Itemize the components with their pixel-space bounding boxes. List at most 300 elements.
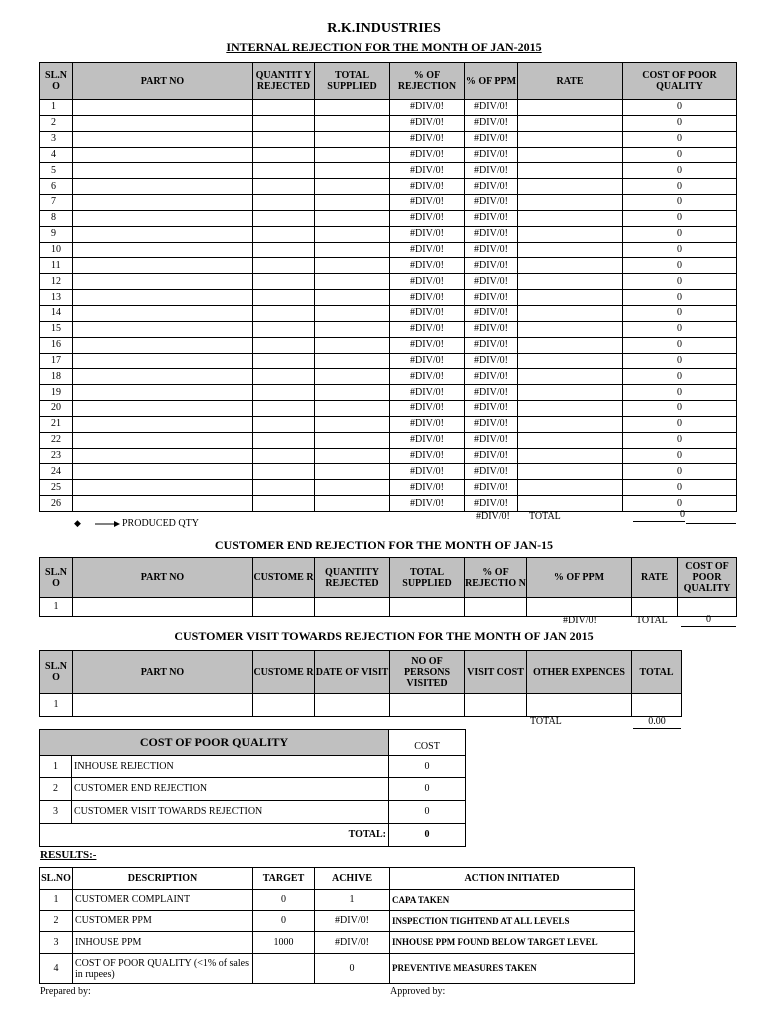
results-row-slno: 4 [40, 954, 73, 984]
row-qty-rejected [253, 147, 315, 163]
results-row-desc: CUSTOMER PPM [73, 911, 253, 932]
ce-total-cost: 0 [681, 614, 736, 627]
row-pct-rejection: #DIV/0! [390, 385, 465, 401]
table-row [40, 416, 737, 432]
row-rate [518, 274, 623, 290]
row-slno: 13 [40, 290, 73, 306]
cv-header-persons: NO OF PERSONS VISITED [390, 651, 465, 694]
row-qty-rejected [253, 369, 315, 385]
copq-cost-header: COST [389, 730, 466, 756]
results-row-desc: COST OF POOR QUALITY (<1% of sales in rupees) [73, 954, 253, 984]
results-row-action: INSPECTION TIGHTEND AT ALL LEVELS [390, 911, 635, 932]
table-row [40, 163, 737, 179]
row-pct-ppm: #DIV/0! [465, 258, 518, 274]
row-slno: 19 [40, 385, 73, 401]
row-pct-ppm: #DIV/0! [465, 401, 518, 417]
copq-row-desc: CUSTOMER END REJECTION [72, 778, 389, 801]
row-rate [518, 242, 623, 258]
row-pct-ppm: #DIV/0! [465, 210, 518, 226]
row-qty-rejected [253, 226, 315, 242]
row-slno: 1 [40, 100, 73, 116]
table-row [40, 115, 737, 131]
row-slno: 12 [40, 274, 73, 290]
row-pct-ppm: #DIV/0! [465, 195, 518, 211]
row-rate [518, 195, 623, 211]
row-part-no [73, 416, 253, 432]
row-total-supplied [315, 100, 390, 116]
ce-row-slno: 1 [40, 598, 73, 617]
row-part-no [73, 305, 253, 321]
row-total-supplied [315, 147, 390, 163]
results-row-target: 0 [253, 911, 315, 932]
row-slno: 14 [40, 305, 73, 321]
row-copq: 0 [623, 321, 737, 337]
row-rate [518, 321, 623, 337]
row-pct-ppm: #DIV/0! [465, 131, 518, 147]
row-pct-rejection: #DIV/0! [390, 321, 465, 337]
results-row-target [253, 954, 315, 984]
row-part-no [73, 210, 253, 226]
row-part-no [73, 321, 253, 337]
row-copq: 0 [623, 337, 737, 353]
copq-row-desc: INHOUSE REJECTION [72, 756, 389, 778]
row-rate [518, 464, 623, 480]
row-copq: 0 [623, 226, 737, 242]
row-slno: 25 [40, 480, 73, 496]
cv-header-other-expenses: OTHER EXPENCES [527, 651, 632, 694]
row-pct-ppm: #DIV/0! [465, 464, 518, 480]
row-pct-rejection: #DIV/0! [390, 353, 465, 369]
row-qty-rejected [253, 210, 315, 226]
ce-header-slno: SL.N O [40, 558, 73, 598]
row-qty-rejected [253, 401, 315, 417]
row-pct-rejection: #DIV/0! [390, 416, 465, 432]
table-row [40, 179, 737, 195]
row-total-supplied [315, 258, 390, 274]
copq-row-slno: 2 [40, 778, 72, 801]
ce-header-rate: RATE [632, 558, 678, 598]
row-slno: 23 [40, 448, 73, 464]
table-row [40, 226, 737, 242]
row-total-supplied [315, 274, 390, 290]
row-qty-rejected [253, 385, 315, 401]
results-table [39, 867, 635, 984]
row-rate [518, 210, 623, 226]
results-row-action: INHOUSE PPM FOUND BELOW TARGET LEVEL [390, 932, 635, 954]
copq-summary-table [39, 729, 466, 847]
row-copq: 0 [623, 100, 737, 116]
row-pct-rejection: #DIV/0! [390, 179, 465, 195]
customer-visit-table [39, 650, 682, 717]
results-row-slno: 1 [40, 890, 73, 911]
row-part-no [73, 226, 253, 242]
row-pct-ppm: #DIV/0! [465, 163, 518, 179]
row-qty-rejected [253, 195, 315, 211]
cv-header-date: DATE OF VISIT [315, 651, 390, 694]
table-row [40, 195, 737, 211]
ce-header-pct-ppm: % OF PPM [527, 558, 632, 598]
row-rate [518, 100, 623, 116]
row-total-supplied [315, 416, 390, 432]
row-part-no [73, 242, 253, 258]
row-copq: 0 [623, 305, 737, 321]
row-rate [518, 115, 623, 131]
row-slno: 21 [40, 416, 73, 432]
ce-total-ppm: #DIV/0! [563, 615, 597, 626]
results-row-achive: #DIV/0! [315, 932, 390, 954]
table-row [40, 100, 737, 116]
row-part-no [73, 195, 253, 211]
row-part-no [73, 115, 253, 131]
row-qty-rejected [253, 496, 315, 512]
ce-header-copq: COST OF POOR QUALITY [678, 558, 737, 598]
table-row [40, 911, 635, 932]
copq-row-desc: CUSTOMER VISIT TOWARDS REJECTION [72, 801, 389, 824]
row-copq: 0 [623, 480, 737, 496]
row-pct-rejection: #DIV/0! [390, 464, 465, 480]
arrow-right-icon [95, 520, 121, 528]
row-qty-rejected [253, 115, 315, 131]
row-slno: 24 [40, 464, 73, 480]
row-rate [518, 226, 623, 242]
row-slno: 9 [40, 226, 73, 242]
row-rate [518, 163, 623, 179]
copq-row-slno: 3 [40, 801, 72, 824]
row-total-supplied [315, 321, 390, 337]
row-pct-rejection: #DIV/0! [390, 448, 465, 464]
row-pct-rejection: #DIV/0! [390, 290, 465, 306]
row-total-supplied [315, 305, 390, 321]
row-rate [518, 147, 623, 163]
row-pct-rejection: #DIV/0! [390, 337, 465, 353]
row-slno: 11 [40, 258, 73, 274]
legend-label: PRODUCED QTY [122, 518, 199, 529]
row-part-no [73, 100, 253, 116]
row-qty-rejected [253, 163, 315, 179]
table-row [40, 890, 635, 911]
row-pct-rejection: #DIV/0! [390, 274, 465, 290]
row-total-supplied [315, 480, 390, 496]
row-part-no [73, 480, 253, 496]
row-qty-rejected [253, 464, 315, 480]
row-total-supplied [315, 385, 390, 401]
copq-total-value: 0 [389, 824, 466, 847]
row-qty-rejected [253, 416, 315, 432]
copq-row-cost: 0 [389, 801, 466, 824]
results-header-target: TARGET [253, 868, 315, 890]
row-qty-rejected [253, 131, 315, 147]
results-header-row [40, 868, 635, 890]
row-rate [518, 353, 623, 369]
row-rate [518, 448, 623, 464]
copq-row-cost: 0 [389, 778, 466, 801]
table-row [40, 932, 635, 954]
row-slno: 7 [40, 195, 73, 211]
header-pct-ppm: % OF PPM [465, 63, 518, 100]
row-copq: 0 [623, 258, 737, 274]
row-pct-ppm: #DIV/0! [465, 305, 518, 321]
row-qty-rejected [253, 480, 315, 496]
header-rate: RATE [518, 63, 623, 100]
table-row [40, 401, 737, 417]
row-qty-rejected [253, 100, 315, 116]
row-qty-rejected [253, 258, 315, 274]
row-copq: 0 [623, 401, 737, 417]
row-copq: 0 [623, 115, 737, 131]
ce-header-pct-rejection: % OF REJECTIO N [465, 558, 527, 598]
row-pct-rejection: #DIV/0! [390, 496, 465, 512]
results-row-desc: INHOUSE PPM [73, 932, 253, 954]
row-part-no [73, 401, 253, 417]
row-rate [518, 480, 623, 496]
row-pct-ppm: #DIV/0! [465, 100, 518, 116]
row-total-supplied [315, 195, 390, 211]
table-row [40, 801, 466, 824]
row-slno: 22 [40, 432, 73, 448]
table-row [40, 242, 737, 258]
results-row-target: 0 [253, 890, 315, 911]
row-pct-ppm: #DIV/0! [465, 385, 518, 401]
row-qty-rejected [253, 179, 315, 195]
row-part-no [73, 290, 253, 306]
header-qty-rejected: QUANTIT Y REJECTED [253, 63, 315, 100]
ce-header-part-no: PART NO [73, 558, 253, 598]
row-pct-ppm: #DIV/0! [465, 353, 518, 369]
header-copq: COST OF POOR QUALITY [623, 63, 737, 100]
table-row [40, 353, 737, 369]
row-copq: 0 [623, 195, 737, 211]
ce-header-customer: CUSTOME R [253, 558, 315, 598]
table-row [40, 954, 635, 984]
cv-header-total: TOTAL [632, 651, 682, 694]
row-total-supplied [315, 210, 390, 226]
row-pct-ppm: #DIV/0! [465, 416, 518, 432]
cv-header-customer: CUSTOME R [253, 651, 315, 694]
row-rate [518, 290, 623, 306]
results-header-slno: SL.NO [40, 868, 73, 890]
row-rate [518, 385, 623, 401]
row-part-no [73, 496, 253, 512]
row-total-supplied [315, 290, 390, 306]
results-header-achive: ACHIVE [315, 868, 390, 890]
table-row [40, 385, 737, 401]
row-rate [518, 258, 623, 274]
table-row [40, 369, 737, 385]
row-slno: 16 [40, 337, 73, 353]
row-pct-rejection: #DIV/0! [390, 163, 465, 179]
results-row-achive: #DIV/0! [315, 911, 390, 932]
row-part-no [73, 353, 253, 369]
row-part-no [73, 432, 253, 448]
table-row [40, 274, 737, 290]
results-row-slno: 3 [40, 932, 73, 954]
row-part-no [73, 131, 253, 147]
row-part-no [73, 369, 253, 385]
customer-visit-header-row [40, 651, 682, 694]
row-rate [518, 131, 623, 147]
row-pct-ppm: #DIV/0! [465, 480, 518, 496]
table-row [40, 210, 737, 226]
row-copq: 0 [623, 179, 737, 195]
row-copq: 0 [623, 147, 737, 163]
row-copq: 0 [623, 163, 737, 179]
cv-total-label: TOTAL [530, 716, 562, 727]
header-part-no: PART NO [73, 63, 253, 100]
row-rate [518, 369, 623, 385]
row-copq: 0 [623, 210, 737, 226]
row-pct-ppm: #DIV/0! [465, 274, 518, 290]
table-row [40, 778, 466, 801]
row-copq: 0 [623, 416, 737, 432]
row-rate [518, 305, 623, 321]
row-qty-rejected [253, 274, 315, 290]
row-total-supplied [315, 131, 390, 147]
table-row [40, 305, 737, 321]
results-row-achive: 0 [315, 954, 390, 984]
row-part-no [73, 385, 253, 401]
row-copq: 0 [623, 242, 737, 258]
row-pct-rejection: #DIV/0! [390, 401, 465, 417]
row-slno: 18 [40, 369, 73, 385]
table-row [40, 464, 737, 480]
table-row [40, 147, 737, 163]
row-rate [518, 337, 623, 353]
header-total-supplied: TOTAL SUPPLIED [315, 63, 390, 100]
row-total-supplied [315, 496, 390, 512]
customer-end-title: CUSTOMER END REJECTION FOR THE MONTH OF JAN-15 [214, 538, 554, 552]
table-row [40, 756, 466, 778]
results-row-action: PREVENTIVE MEASURES TAKEN [390, 954, 635, 984]
row-rate [518, 432, 623, 448]
internal-header-row [40, 63, 737, 100]
row-total-supplied [315, 369, 390, 385]
row-rate [518, 496, 623, 512]
table-row [40, 480, 737, 496]
table-row [40, 337, 737, 353]
customer-end-header-row [40, 558, 737, 598]
row-part-no [73, 464, 253, 480]
company-name: R.K.INDUSTRIES [327, 21, 441, 36]
row-copq: 0 [623, 353, 737, 369]
row-slno: 17 [40, 353, 73, 369]
row-pct-rejection: #DIV/0! [390, 242, 465, 258]
row-total-supplied [315, 115, 390, 131]
row-pct-ppm: #DIV/0! [465, 321, 518, 337]
row-slno: 20 [40, 401, 73, 417]
row-pct-ppm: #DIV/0! [465, 179, 518, 195]
row-pct-rejection: #DIV/0! [390, 432, 465, 448]
row-total-supplied [315, 337, 390, 353]
row-part-no [73, 179, 253, 195]
customer-end-table [39, 557, 737, 617]
row-part-no [73, 258, 253, 274]
results-row-achive: 1 [315, 890, 390, 911]
row-pct-ppm: #DIV/0! [465, 242, 518, 258]
row-slno: 15 [40, 321, 73, 337]
results-title: RESULTS:- [40, 849, 97, 861]
row-part-no [73, 337, 253, 353]
row-pct-rejection: #DIV/0! [390, 305, 465, 321]
ce-header-qty-rejected: QUANTITY REJECTED [315, 558, 390, 598]
internal-rejection-table [39, 62, 737, 512]
row-pct-rejection: #DIV/0! [390, 480, 465, 496]
table-row [40, 448, 737, 464]
row-pct-ppm: #DIV/0! [465, 496, 518, 512]
row-rate [518, 401, 623, 417]
table-row [40, 432, 737, 448]
row-total-supplied [315, 163, 390, 179]
internal-total-underline [686, 523, 736, 524]
table-row [40, 694, 682, 717]
header-pct-rejection: % OF REJECTION [390, 63, 465, 100]
cv-header-part-no: PART NO [73, 651, 253, 694]
row-qty-rejected [253, 290, 315, 306]
row-total-supplied [315, 242, 390, 258]
row-copq: 0 [623, 448, 737, 464]
row-copq: 0 [623, 290, 737, 306]
cv-header-visit-cost: VISIT COST [465, 651, 527, 694]
table-row [40, 321, 737, 337]
row-copq: 0 [623, 432, 737, 448]
row-slno: 4 [40, 147, 73, 163]
internal-total-label: TOTAL [529, 511, 561, 522]
row-pct-rejection: #DIV/0! [390, 131, 465, 147]
row-rate [518, 179, 623, 195]
cv-total-value: 0.00 [633, 716, 681, 729]
copq-row-slno: 1 [40, 756, 72, 778]
row-pct-ppm: #DIV/0! [465, 290, 518, 306]
row-pct-ppm: #DIV/0! [465, 115, 518, 131]
cv-header-slno: SL.N O [40, 651, 73, 694]
row-total-supplied [315, 179, 390, 195]
row-copq: 0 [623, 369, 737, 385]
row-total-supplied [315, 464, 390, 480]
results-row-desc: CUSTOMER COMPLAINT [73, 890, 253, 911]
row-slno: 5 [40, 163, 73, 179]
header-slno: SL.N O [40, 63, 73, 100]
row-total-supplied [315, 432, 390, 448]
internal-total-pct: #DIV/0! [476, 511, 510, 522]
row-pct-ppm: #DIV/0! [465, 369, 518, 385]
row-qty-rejected [253, 305, 315, 321]
row-part-no [73, 163, 253, 179]
results-header-action: ACTION INITIATED [390, 868, 635, 890]
row-pct-rejection: #DIV/0! [390, 210, 465, 226]
row-pct-rejection: #DIV/0! [390, 226, 465, 242]
row-slno: 26 [40, 496, 73, 512]
row-qty-rejected [253, 432, 315, 448]
copq-row-cost: 0 [389, 756, 466, 778]
row-copq: 0 [623, 131, 737, 147]
row-pct-rejection: #DIV/0! [390, 258, 465, 274]
row-copq: 0 [623, 274, 737, 290]
table-row [40, 290, 737, 306]
row-slno: 6 [40, 179, 73, 195]
row-slno: 2 [40, 115, 73, 131]
legend-diamond-icon: ◆ [74, 518, 81, 528]
row-copq: 0 [623, 385, 737, 401]
row-total-supplied [315, 226, 390, 242]
customer-visit-title: CUSTOMER VISIT TOWARDS REJECTION FOR THE MONTH OF JAN 2015 [174, 629, 594, 643]
row-rate [518, 416, 623, 432]
row-part-no [73, 147, 253, 163]
table-row [40, 496, 737, 512]
row-pct-ppm: #DIV/0! [465, 147, 518, 163]
row-pct-ppm: #DIV/0! [465, 337, 518, 353]
results-header-description: DESCRIPTION [73, 868, 253, 890]
row-pct-ppm: #DIV/0! [465, 432, 518, 448]
row-qty-rejected [253, 337, 315, 353]
